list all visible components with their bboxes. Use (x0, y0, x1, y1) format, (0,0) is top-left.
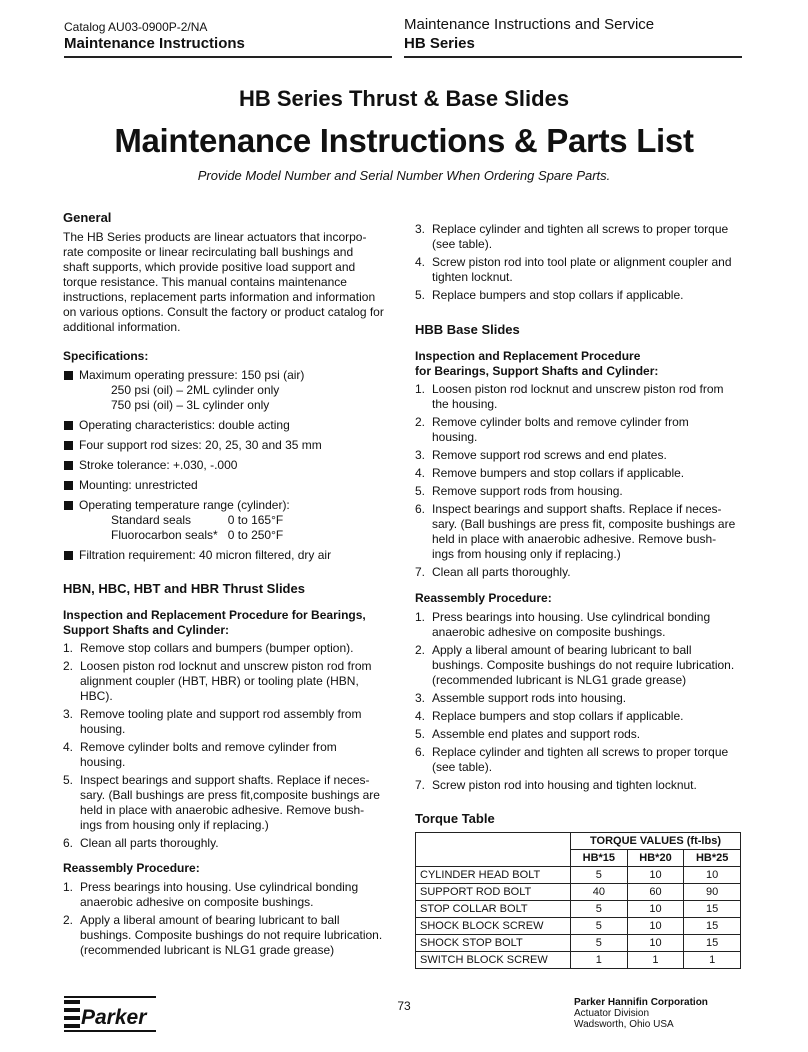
header-right-title: Maintenance Instructions and Service (404, 16, 655, 33)
general-line: instructions, replacement parts information and information (63, 290, 376, 304)
ordering-note: Provide Model Number and Serial Number When Ordering Spare Parts. (197, 168, 611, 183)
right-column (415, 222, 751, 969)
table-cell: 10 (627, 918, 684, 935)
general-line: rate composite or linear recirculating ball bushings and (63, 245, 354, 259)
list-item: 2. Apply a liberal amount of bearing lubricant to ball bushings. Composite bushings do not require lubrication. (recommended lubricant is NLG1 grade grease) (415, 643, 735, 687)
table-cell: 10 (627, 935, 684, 952)
list-item: 3. Replace cylinder and tighten all screws to proper torque (see table). (415, 222, 729, 251)
thrust-reassembly-steps (63, 880, 395, 958)
thrust-inspection-steps (63, 641, 395, 851)
list-item: 1. Press bearings into housing. Use cylindrical bonding anaerobic adhesive on composite bushings. (63, 880, 359, 909)
table-cell: 1 (684, 952, 741, 969)
thrust-reassembly-heading: Reassembly Procedure: (63, 861, 200, 875)
company-address (574, 997, 708, 1030)
square-bullet-icon (64, 501, 73, 510)
division-name: Actuator Division (574, 1008, 650, 1019)
list-item: 2. Loosen piston rod locknut and unscrew piston rod from alignment coupler (HBT, HBR) or tooling plate (HBN, HBC). (63, 659, 372, 703)
base-inspection-heading: Inspection and Replacement Procedure for Bearings, Support Shafts and Cylinder: (415, 349, 659, 378)
list-item: 3. Remove tooling plate and support rod assembly from housing. (63, 707, 362, 736)
header-rule-right (404, 56, 742, 58)
square-bullet-icon (64, 481, 73, 490)
spec-subline: 750 psi (oil) – 3L cylinder only (111, 398, 270, 412)
general-heading: General (63, 210, 112, 225)
square-bullet-icon (64, 421, 73, 430)
list-item: 6. Clean all parts thoroughly. (63, 836, 219, 850)
table-row (416, 918, 741, 935)
table-row (416, 901, 741, 918)
square-bullet-icon (64, 551, 73, 560)
table-row (416, 884, 741, 901)
list-item: 5. Replace bumpers and stop collars if applicable. (415, 288, 684, 302)
table-corner-cell (416, 833, 571, 867)
list-item: 7. Screw piston rod into housing and tighten locknut. (415, 778, 697, 792)
catalog-number: Catalog AU03-0900P-2/NA (64, 20, 208, 34)
column-header: HB*25 (684, 850, 741, 867)
general-line: shaft supports, which provide positive load support and (63, 260, 356, 274)
list-item: 4. Screw piston rod into tool plate or alignment coupler and tighten locknut. (415, 255, 732, 284)
list-item: 5. Inspect bearings and support shafts. Replace if neces- sary. (Ball bushings are press fit,composite bushings are held in place with anaerobic adhesive. Remove bush- ings from housing only if replacing.) (63, 773, 380, 832)
header-right-series: HB Series (404, 35, 475, 52)
company-location: Wadsworth, Ohio USA (574, 1019, 674, 1030)
square-bullet-icon (64, 461, 73, 470)
table-cell: 5 (571, 901, 628, 918)
table-row (416, 833, 741, 850)
table-cell: 90 (684, 884, 741, 901)
list-item: 4. Remove cylinder bolts and remove cylinder from housing. (63, 740, 337, 769)
list-item: 6. Inspect bearings and support shafts. Replace if neces- sary. (Ball bushings are press fit, composite bushings are held in place with anaerobic adhesive. Remove bush- ings from housing only if replacing.) (415, 502, 736, 561)
specifications-list (63, 368, 395, 563)
row-label: STOP COLLAR BOLT (416, 901, 571, 918)
list-item: 3. Remove support rod screws and end plates. (415, 448, 667, 462)
table-row (416, 952, 741, 969)
table-cell: 15 (684, 901, 741, 918)
square-bullet-icon (64, 371, 73, 380)
row-label: SWITCH BLOCK SCREW (416, 952, 571, 969)
series-title: HB Series Thrust & Base Slides (238, 86, 570, 111)
spec-subline: Fluorocarbon seals* 0 to 250°F (111, 528, 284, 542)
table-cell: 10 (627, 867, 684, 884)
list-item: 5. Assemble end plates and support rods. (415, 727, 641, 741)
table-cell: 15 (684, 935, 741, 952)
spec-subline: Standard seals 0 to 165°F (111, 513, 284, 527)
row-label: CYLINDER HEAD BOLT (416, 867, 571, 884)
row-label: SHOCK STOP BOLT (416, 935, 571, 952)
spec-item: Mounting: unrestricted (63, 478, 395, 493)
list-item: 4. Remove bumpers and stop collars if applicable. (415, 466, 685, 480)
base-reassembly-heading: Reassembly Procedure: (415, 591, 552, 605)
table-cell: 5 (571, 918, 628, 935)
list-item: 4. Replace bumpers and stop collars if applicable. (415, 709, 684, 723)
logo-wordmark: Parker (81, 1006, 147, 1029)
list-item: 6. Replace cylinder and tighten all screws to proper torque (see table). (415, 745, 729, 774)
thrust-inspection-heading: Inspection and Replacement Procedure for Bearings, Support Shafts and Cylinder: (63, 608, 366, 637)
spec-subline: 250 psi (oil) – 2ML cylinder only (111, 383, 280, 397)
spec-item: Operating temperature range (cylinder): (63, 498, 395, 513)
thrust-reassembly-steps-continued (415, 222, 751, 303)
header-rule-left (64, 56, 392, 58)
table-cell: 40 (571, 884, 628, 901)
general-paragraph (63, 230, 395, 335)
list-item: 1. Loosen piston rod locknut and unscrew piston rod from the housing. (415, 382, 724, 411)
list-item: 5. Remove support rods from housing. (415, 484, 623, 498)
row-label: SHOCK BLOCK SCREW (416, 918, 571, 935)
spec-item: Stroke tolerance: +.030, -.000 (63, 458, 395, 473)
list-item: 7. Clean all parts thoroughly. (415, 565, 571, 579)
company-name: Parker Hannifin Corporation (574, 997, 708, 1008)
square-bullet-icon (64, 441, 73, 450)
thrust-slides-heading: HBN, HBC, HBT and HBR Thrust Slides (63, 581, 305, 596)
spec-item: Maximum operating pressure: 150 psi (air) (63, 368, 395, 383)
table-cell: 60 (627, 884, 684, 901)
base-inspection-steps (415, 382, 751, 580)
table-cell: 15 (684, 918, 741, 935)
table-cell: 5 (571, 867, 628, 884)
general-line: additional information. (63, 320, 181, 334)
page-title: Maintenance Instructions & Parts List (114, 122, 694, 159)
torque-group-header: TORQUE VALUES (ft-lbs) (571, 833, 741, 850)
list-item: 1. Press bearings into housing. Use cylindrical bonding anaerobic adhesive on composite bushings. (415, 610, 711, 639)
row-label: SUPPORT ROD BOLT (416, 884, 571, 901)
list-item: 2. Remove cylinder bolts and remove cylinder from housing. (415, 415, 689, 444)
table-row (416, 935, 741, 952)
specifications-heading: Specifications: (63, 349, 149, 363)
general-line: on various options. Consult the factory or product catalog for (63, 305, 384, 319)
list-item: 3. Assemble support rods into housing. (415, 691, 627, 705)
general-line: torque resistance. This manual contains maintenance (63, 275, 347, 289)
header-section: Maintenance Instructions (64, 35, 245, 52)
table-cell: 10 (684, 867, 741, 884)
general-line: The HB Series products are linear actuators that incorpo- (63, 230, 367, 244)
spec-item: Four support rod sizes: 20, 25, 30 and 35 mm (63, 438, 395, 453)
table-cell: 10 (627, 901, 684, 918)
list-item: 1. Remove stop collars and bumpers (bumper option). (63, 641, 354, 655)
page-number: 73 (397, 999, 411, 1013)
column-header: HB*15 (571, 850, 628, 867)
column-header: HB*20 (627, 850, 684, 867)
table-row (416, 867, 741, 884)
torque-table-heading: Torque Table (415, 811, 495, 826)
list-item: 2. Apply a liberal amount of bearing lubricant to ball bushings. Composite bushings do not require lubrication. (recommended lubricant is NLG1 grade grease) (63, 913, 383, 957)
base-reassembly-steps (415, 610, 751, 793)
left-column (63, 210, 395, 958)
base-slides-heading: HBB Base Slides (415, 322, 520, 337)
table-cell: 5 (571, 935, 628, 952)
table-cell: 1 (571, 952, 628, 969)
table-cell: 1 (627, 952, 684, 969)
spec-item: Filtration requirement: 40 micron filtered, dry air (63, 548, 395, 563)
torque-table (415, 832, 741, 969)
spec-item: Operating characteristics: double acting (63, 418, 395, 433)
